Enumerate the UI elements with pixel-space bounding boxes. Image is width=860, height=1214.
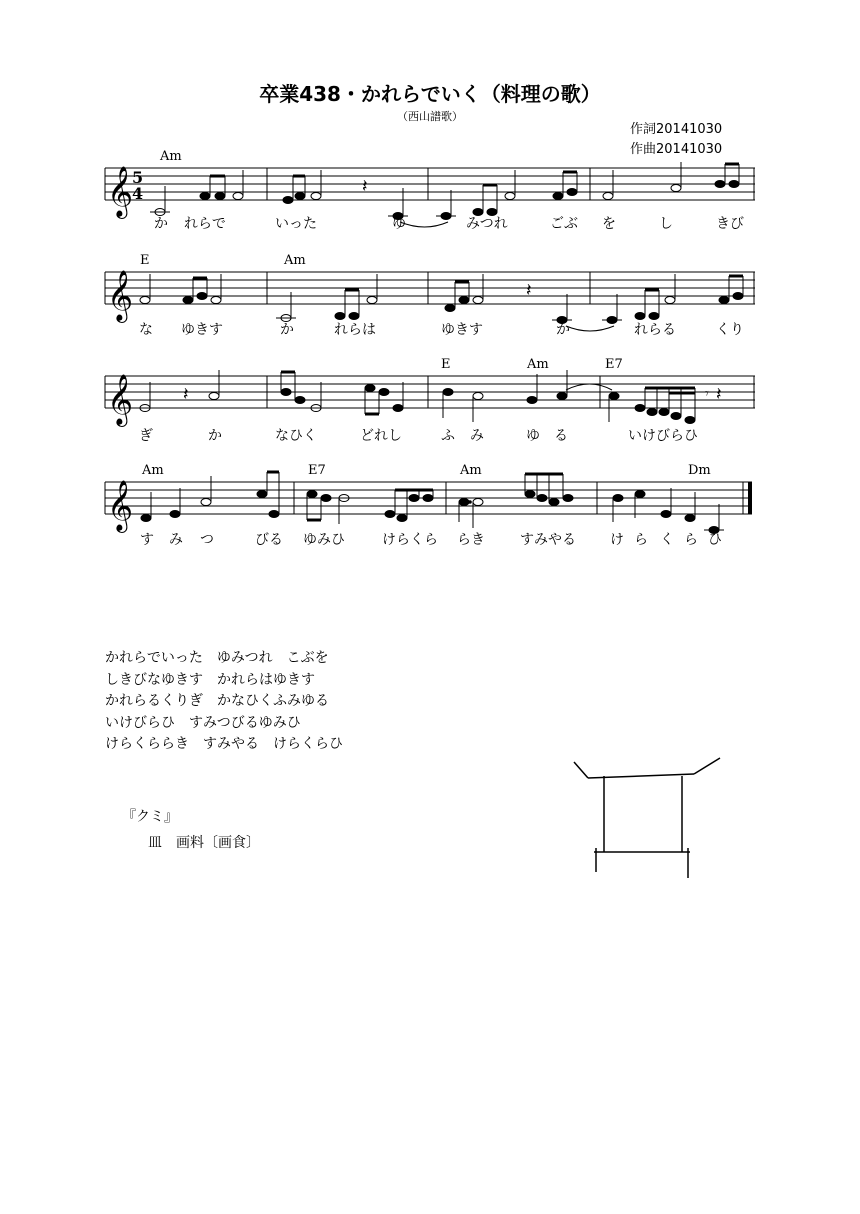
lyrics-system-4: [140, 532, 722, 548]
notes-system-3: [140, 370, 722, 424]
time-signature-bottom: 4: [132, 184, 144, 203]
notes-system-4: [141, 472, 724, 534]
notes-heading: 『クミ』: [122, 809, 178, 825]
svg-text:くり: くり: [716, 322, 744, 338]
notes-system-1: [150, 162, 739, 227]
lyrics-line: しきびなゆきす かれらはゆきす: [105, 671, 315, 688]
lyrics-system-3: [139, 428, 698, 444]
svg-text:る: る: [554, 428, 568, 444]
svg-text:ぎ: ぎ: [139, 428, 153, 444]
svg-text:ひ: ひ: [708, 532, 722, 548]
svg-text:れらで: れらで: [184, 216, 226, 232]
credit-lyrics: 作詞20141030: [630, 122, 723, 137]
svg-text:いった: いった: [275, 216, 317, 232]
svg-text:か: か: [556, 322, 570, 338]
lyrics-line: いけびらひ すみつびるゆみひ: [105, 714, 301, 731]
svg-text:ゆみひ: ゆみひ: [303, 532, 345, 548]
svg-text:つ: つ: [200, 532, 214, 548]
lyrics-text-block: [105, 648, 343, 756]
svg-text:ら: ら: [634, 532, 648, 548]
svg-text:いけびらひ: いけびらひ: [628, 428, 698, 444]
treble-clef: 𝄞: [107, 270, 134, 321]
svg-text:𝄽: 𝄽: [526, 280, 532, 301]
chord-symbol: Am: [160, 149, 182, 164]
chord-symbol: E: [441, 357, 451, 372]
svg-text:なひく: なひく: [275, 428, 317, 444]
svg-text:み: み: [470, 428, 484, 444]
svg-text:𝄽: 𝄽: [362, 176, 368, 197]
svg-text:すみやる: すみやる: [520, 532, 576, 548]
svg-text:ゆきす: ゆきす: [441, 322, 483, 338]
svg-text:す: す: [140, 532, 154, 548]
svg-text:ら: ら: [684, 532, 698, 548]
svg-text:ゆ: ゆ: [392, 216, 406, 232]
svg-text:か: か: [280, 322, 294, 338]
svg-text:か: か: [154, 216, 168, 232]
svg-text:な: な: [139, 322, 153, 338]
page-subtitle: （西山譜歌）: [397, 110, 463, 123]
svg-text:く: く: [660, 532, 674, 548]
chord-symbol: Am: [142, 463, 164, 478]
svg-text:けらくら: けらくら: [382, 532, 438, 548]
lyrics-line: けらくららき すみやる けらくらひ: [105, 736, 343, 752]
svg-text:𝄽: 𝄽: [716, 384, 722, 405]
time-signature-top: 5: [132, 168, 144, 187]
svg-text:らき: らき: [457, 532, 485, 548]
svg-text:𝄾: 𝄾: [705, 386, 709, 402]
chord-symbol: E: [140, 253, 150, 268]
svg-text:ふ: ふ: [441, 428, 455, 444]
svg-text:け: け: [610, 532, 624, 548]
chord-symbol: Am: [527, 357, 549, 372]
svg-text:みつれ: みつれ: [466, 216, 508, 232]
chord-symbol: Am: [284, 253, 306, 268]
svg-text:ごぶ: ごぶ: [550, 216, 578, 232]
svg-text:み: み: [169, 532, 183, 548]
svg-text:ゆきす: ゆきす: [181, 322, 223, 338]
music-score: [0, 0, 860, 600]
lyrics-system-2: [139, 322, 744, 338]
svg-text:れらる: れらる: [634, 322, 676, 338]
treble-clef: 𝄞: [107, 480, 134, 531]
svg-text:𝄽: 𝄽: [183, 384, 189, 405]
page-title: 卒業438・かれらでいく（料理の歌）: [259, 82, 601, 106]
dish-sketch: [560, 750, 730, 880]
svg-text:きび: きび: [716, 216, 744, 232]
svg-text:どれし: どれし: [360, 428, 402, 444]
svg-text:し: し: [659, 216, 673, 232]
svg-text:びる: びる: [255, 532, 283, 548]
treble-clef: 𝄞: [107, 374, 134, 425]
lyrics-line: かれらるくりぎ かなひくふみゆる: [105, 693, 329, 709]
chord-symbol: E7: [605, 357, 623, 372]
svg-text:れらは: れらは: [334, 322, 376, 338]
svg-text:ゆ: ゆ: [526, 428, 540, 444]
svg-text:か: か: [208, 428, 222, 444]
chord-symbol: Am: [460, 463, 482, 478]
svg-text:を: を: [602, 216, 616, 232]
treble-clef: 𝄞: [107, 166, 134, 217]
notes-line: 皿 画料〔画食〕: [148, 835, 260, 851]
chord-symbol: E7: [308, 463, 326, 478]
chord-symbol: Dm: [688, 463, 711, 478]
lyrics-line: かれらでいった ゆみつれ こぶを: [105, 650, 329, 666]
credit-music: 作曲20141030: [630, 142, 723, 157]
